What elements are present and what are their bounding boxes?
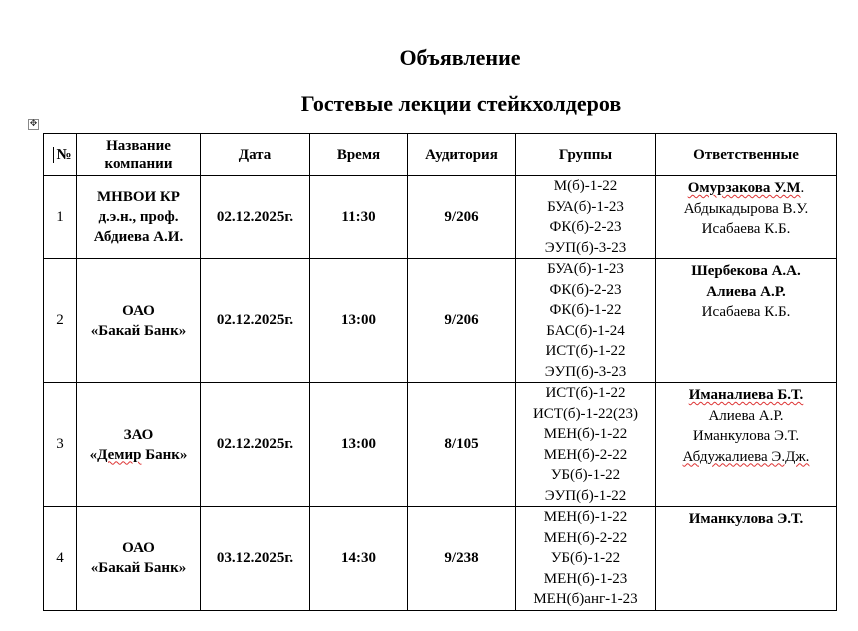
responsible-persons bbox=[656, 383, 837, 507]
header-company: Название компании bbox=[77, 134, 201, 176]
header-time: Время bbox=[310, 134, 408, 176]
header-responsible: Ответственные bbox=[656, 134, 837, 176]
group-item: ЭУП(б)-3-23 bbox=[544, 363, 627, 380]
student-groups bbox=[516, 507, 656, 611]
group-item: МЕН(б)-2-22 bbox=[543, 529, 628, 546]
company-name-line: МНВОИ КР bbox=[97, 189, 180, 205]
row-number: 4 bbox=[44, 507, 77, 611]
row-number: 3 bbox=[44, 383, 77, 507]
lecture-date: 03.12.2025г. bbox=[201, 507, 310, 611]
lecture-date: 02.12.2025г. bbox=[201, 383, 310, 507]
responsible-persons bbox=[656, 259, 837, 383]
lecture-time: 13:00 bbox=[310, 259, 408, 383]
responsible-name: Иманалиева Б.Т. bbox=[688, 387, 804, 403]
group-item: ФК(б)-2-23 bbox=[549, 281, 622, 298]
table-row bbox=[44, 176, 837, 259]
company-name-line: ОАО bbox=[122, 302, 155, 319]
group-item: ФК(б)-1-22 bbox=[549, 302, 622, 318]
group-item: ФК(б)-2-23 bbox=[549, 219, 622, 235]
announcement-subtitle: Гостевые лекции стейкхолдеров bbox=[300, 91, 622, 116]
group-item: УБ(б)-1-22 bbox=[550, 467, 621, 483]
responsible-name: Абдыкадырова В.У. bbox=[683, 200, 809, 217]
text-cursor bbox=[53, 147, 54, 163]
header-groups: Группы bbox=[516, 134, 656, 176]
responsible-persons bbox=[656, 507, 837, 611]
group-item: УБ(б)-1-22 bbox=[550, 550, 621, 566]
group-item: ИСТ(б)-1-22 bbox=[545, 385, 626, 401]
responsible-person bbox=[656, 199, 836, 220]
student-groups bbox=[516, 176, 656, 259]
company-name-line: Абдиева А.И. bbox=[93, 229, 184, 245]
responsible-persons bbox=[656, 176, 837, 259]
responsible-name: Иманкулова Э.Т. bbox=[692, 428, 800, 444]
responsible-name: Абдужалиева Э.Дж. bbox=[682, 448, 810, 465]
group-item: МЕН(б)-1-23 bbox=[543, 570, 628, 587]
lecture-room: 9/238 bbox=[408, 507, 516, 611]
group-item: М(б)-1-22 bbox=[553, 178, 618, 194]
company-name bbox=[77, 259, 201, 383]
responsible-person bbox=[656, 426, 836, 447]
row-number: 2 bbox=[44, 259, 77, 383]
responsible-name: Алиева А.Р. bbox=[706, 283, 786, 300]
company-name-line: «Бакай Банк» bbox=[90, 560, 187, 577]
table-header-row bbox=[44, 134, 837, 176]
responsible-person bbox=[656, 447, 836, 468]
group-item: ЭУП(б)-1-22 bbox=[544, 487, 627, 504]
responsible-name: Омурзакова У.М bbox=[687, 180, 801, 196]
group-item: ИСТ(б)-1-22(23) bbox=[532, 405, 639, 422]
student-groups bbox=[516, 383, 656, 507]
responsible-person: Омурзакова У.М. bbox=[687, 180, 805, 196]
table-move-handle-icon[interactable]: ✥ bbox=[29, 119, 38, 129]
company-name-word: Демир bbox=[97, 446, 142, 463]
lecture-date: 02.12.2025г. bbox=[201, 176, 310, 259]
company-name-line: «Бакай Банк» bbox=[90, 322, 187, 339]
group-item: БУА(б)-1-23 bbox=[547, 261, 624, 277]
responsible-person bbox=[656, 219, 836, 240]
responsible-person bbox=[656, 302, 836, 323]
lecture-date: 02.12.2025г. bbox=[201, 259, 310, 383]
announcement-title: Объявление bbox=[399, 45, 521, 70]
lecture-time: 14:30 bbox=[310, 507, 408, 611]
responsible-name: Исабаева К.Б. bbox=[701, 304, 791, 320]
table-row bbox=[44, 507, 837, 611]
group-item: ИСТ(б)-1-22 bbox=[545, 343, 626, 359]
responsible-person bbox=[656, 385, 836, 406]
group-item: МЕН(б)-1-22 bbox=[543, 426, 628, 442]
group-item: БАС(б)-1-24 bbox=[546, 322, 625, 339]
lectures-table bbox=[43, 133, 837, 611]
responsible-name: Шербекова А.А. bbox=[691, 263, 801, 279]
company-name bbox=[77, 383, 201, 507]
company-name-line: «Демир Банк» bbox=[89, 446, 188, 463]
company-name bbox=[77, 507, 201, 611]
company-name-line: ЗАО bbox=[123, 426, 154, 443]
lecture-room: 9/206 bbox=[408, 259, 516, 383]
group-item: МЕН(б)анг-1-23 bbox=[533, 591, 638, 607]
group-item: МЕН(б)-2-22 bbox=[543, 446, 628, 463]
header-num: № bbox=[44, 134, 77, 176]
responsible-person bbox=[656, 406, 836, 427]
table-row bbox=[44, 259, 837, 383]
lecture-room: 9/206 bbox=[408, 176, 516, 259]
responsible-name: Иманкулова Э.Т. bbox=[688, 511, 804, 527]
company-name bbox=[77, 176, 201, 259]
row-number: 1 bbox=[44, 176, 77, 259]
lecture-time: 13:00 bbox=[310, 383, 408, 507]
group-item: МЕН(б)-1-22 bbox=[543, 509, 628, 525]
group-item: ЭУП(б)-3-23 bbox=[544, 239, 627, 256]
lecture-room: 8/105 bbox=[408, 383, 516, 507]
responsible-person bbox=[656, 509, 836, 530]
responsible-name: Алиева А.Р. bbox=[708, 407, 784, 424]
header-date: Дата bbox=[201, 134, 310, 176]
group-item: БУА(б)-1-23 bbox=[547, 198, 624, 215]
student-groups bbox=[516, 259, 656, 383]
responsible-name: Исабаева К.Б. bbox=[701, 221, 791, 237]
lecture-time: 11:30 bbox=[310, 176, 408, 259]
responsible-person bbox=[656, 282, 836, 303]
table-row bbox=[44, 383, 837, 507]
company-name-line: д.э.н., проф. bbox=[98, 209, 179, 225]
company-name-line: ОАО bbox=[122, 540, 155, 557]
header-room: Аудитория bbox=[408, 134, 516, 176]
responsible-person bbox=[656, 261, 836, 282]
